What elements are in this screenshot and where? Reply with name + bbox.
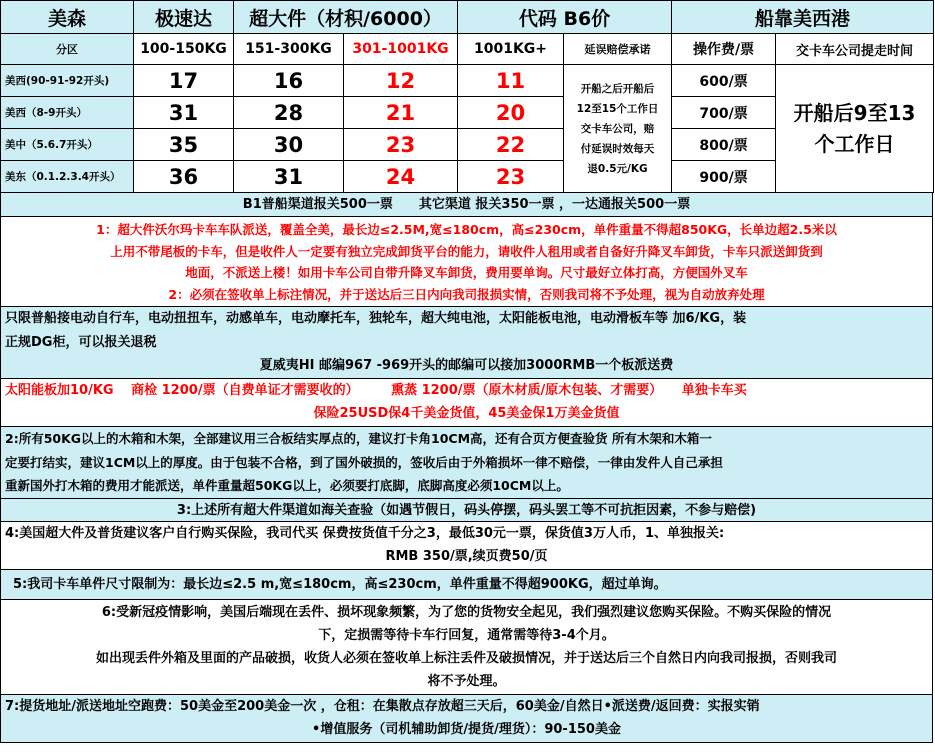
opfee-header: 操作费/票 [672,34,776,65]
rule-4-line: RMB 350/票,续页费50/页 [385,549,548,564]
opfee-cell: 900/票 [672,161,776,193]
rule-2-line: 2:所有50KG以上的木箱和木架，全部建议用三合板结实厚点的，建议打卡角10CM高，还有合页方便查验货 所有木架和木箱一 [5,431,712,446]
rule-3-block: 3:上述所有超大件渠道如海关查验（如遇节假日，码头停摆，码头罢工等不可抗拒因素，不参与赔偿) [0,499,933,522]
opfee-cell: 800/票 [672,129,776,161]
rule-7-block [0,695,933,743]
rule-1-line: 上用不带尾板的卡车，但是收件人一定要有独立完成卸货平台的能力，请收件人租用或者自备好升降叉车卸货，卡车只派送卸货到 [110,243,823,259]
code-cell: 代码 B6价 [458,1,672,34]
delay-note-line: 付延误时效每天 [580,142,655,155]
price-cell: 31 [134,97,234,129]
pickup-time-line: 个工作日 [814,131,895,156]
insurance-line: 保险25USD保4千美金货值，45美金保1万美金货值 [313,406,620,421]
price-cell: 31 [234,161,344,193]
delay-note-line: 12至15个工作日 [576,102,659,115]
weight1-header: 100-150KG [134,34,234,65]
price-cell: 23 [344,129,458,161]
ebike-line: 正规DG柜，可以报关退税 [5,334,157,350]
rule-6-block [0,600,933,695]
delay-header: 延误赔偿承诺 [564,34,672,65]
rule-7-line: •增值服务（司机辅助卸货/提货/理货）：90-150美金 [312,722,621,737]
price-cell: 24 [344,161,458,193]
customs-note: B1普船渠道报关500一票 其它渠道 报关350一票 ，一达通报关500一票 [0,193,933,217]
port-cell: 船靠美西港 [672,1,934,34]
rule-5-block: 5:我司卡车单件尺寸限制为：最长边≤2.5 m,宽≤180cm，高≤230cm，单件重量不得超900KG，超过单询。 [0,570,933,600]
zone-label: 美西(90-91-92开头) [1,65,134,97]
hawaii-line: 夏威夷HI 邮编967 -969开头的邮编可以接加3000RMB一个板派送费 [259,358,674,373]
rule-6-line: 下，定损需等待卡车行回复，通常需等待3-4个月。 [318,628,615,643]
price-cell: 12 [344,65,458,97]
pickup-time-line: 开船后9至13 [793,100,916,125]
price-cell: 17 [134,65,234,97]
pickup-header: 交卡车公司提走时间 [776,34,934,65]
delay-note-line: 交卡车公司，赔 [580,122,655,135]
price-cell: 22 [458,129,564,161]
title-row [1,1,934,34]
ebike-line: 只限普船接电动自行车，电动扭扭车，动感单车，电动摩托车，独轮车，超大纯电池，太阳能板电池，电动滑板车等 加6/KG，装 [5,311,747,326]
ebike-block [0,307,933,379]
header-row [1,34,934,65]
weight2-header: 151-300KG [234,34,344,65]
rule-1-block [0,217,933,307]
rule-2-block [0,427,933,499]
weight4-header: 1001KG+ [458,34,564,65]
delay-note-line: 退0.5元/KG [587,162,648,175]
product-cell: 超大件（材积/6000） [234,1,458,34]
pickup-time [776,65,934,193]
zone-label: 美中（5.6.7开头） [1,129,134,161]
price-cell: 35 [134,129,234,161]
price-cell: 20 [458,97,564,129]
zone-header: 分区 [1,34,134,65]
opfee-cell: 700/票 [672,97,776,129]
surcharge-block [0,379,933,427]
delay-note-line: 开船之后开船后 [580,82,655,95]
surcharge-line: 太阳能板加10/KG 商检 1200/票（自费单证才需要收的） 熏蒸 1200/票（原木材质/原木包装、才需要） 单独卡车买 [5,383,747,398]
brand-cell: 美森 [1,1,134,34]
rule-1-line: 1：超大件沃尔玛卡车车队派送，覆盖全美，最长边≤2.5M,宽≤180cm，高≤230cm，单件重量不得超850KG，长单边超2.5米以 [96,222,837,237]
zone-label: 美西（8-9开头） [1,97,134,129]
rule-1-line: 地面，不派送上楼！如用卡车公司自带升降叉车卸货，费用要单询。尺寸最好立体打高，方便国外叉车 [185,265,748,280]
price-cell: 28 [234,97,344,129]
price-cell: 23 [458,161,564,193]
zone-label: 美东（0.1.2.3.4开头） [1,161,134,193]
speed-cell: 极速达 [134,1,234,34]
rule-6-line: 如出现丢件外箱及里面的产品破损，收货人必须在签收单上标注丢件及破损情况，并于送达后三个自然日内向我司报损，否则我司 [95,651,837,666]
delay-note [564,65,672,193]
rule-2-line: 定要打结实，建议1CM以上的厚度。由于包装不合格，到了国外破损的，签收后由于外箱损坏一律不赔偿，一律由发件人自己承担 [5,454,723,470]
table-row [1,65,934,97]
price-cell: 16 [234,65,344,97]
opfee-cell: 600/票 [672,65,776,97]
rule-1-line: 2：必须在签收单上标注情况，并于送达后三日内向我司报损实情，否则我司将不予处理，视为自动放弃处理 [168,286,765,302]
price-cell: 30 [234,129,344,161]
rule-6-line: 6:受新冠疫情影响，美国后端现在丢件、损坏现象频繁，为了您的货物安全起见，我们强烈建议您购买保险。不购买保险的情况 [101,605,832,620]
weight3-header: 301-1001KG [344,34,458,65]
rule-7-line: 7:提货地址/派送地址空跑费：50美金至200美金一次 ，仓租：在集散点存放超三天后，60美金/自然日•派送费/返回费：实报实销 [5,699,760,714]
rule-4-block [0,522,933,570]
price-cell: 21 [344,97,458,129]
price-cell: 36 [134,161,234,193]
price-cell: 11 [458,65,564,97]
rule-4-line: 4:美国超大件及普货建议客户自行购买保险，我司代买 保费按货值千分之3，最低30元一票，保货值3万人币，1、单独报关: [5,526,725,541]
price-table [0,0,934,193]
rule-2-line: 重新国外打木箱的费用才能派送，单件重量超50KG以上，必须要打底脚，底脚高度必须10CM以上。 [5,478,569,493]
rule-6-line: 将不予处理。 [427,674,506,689]
